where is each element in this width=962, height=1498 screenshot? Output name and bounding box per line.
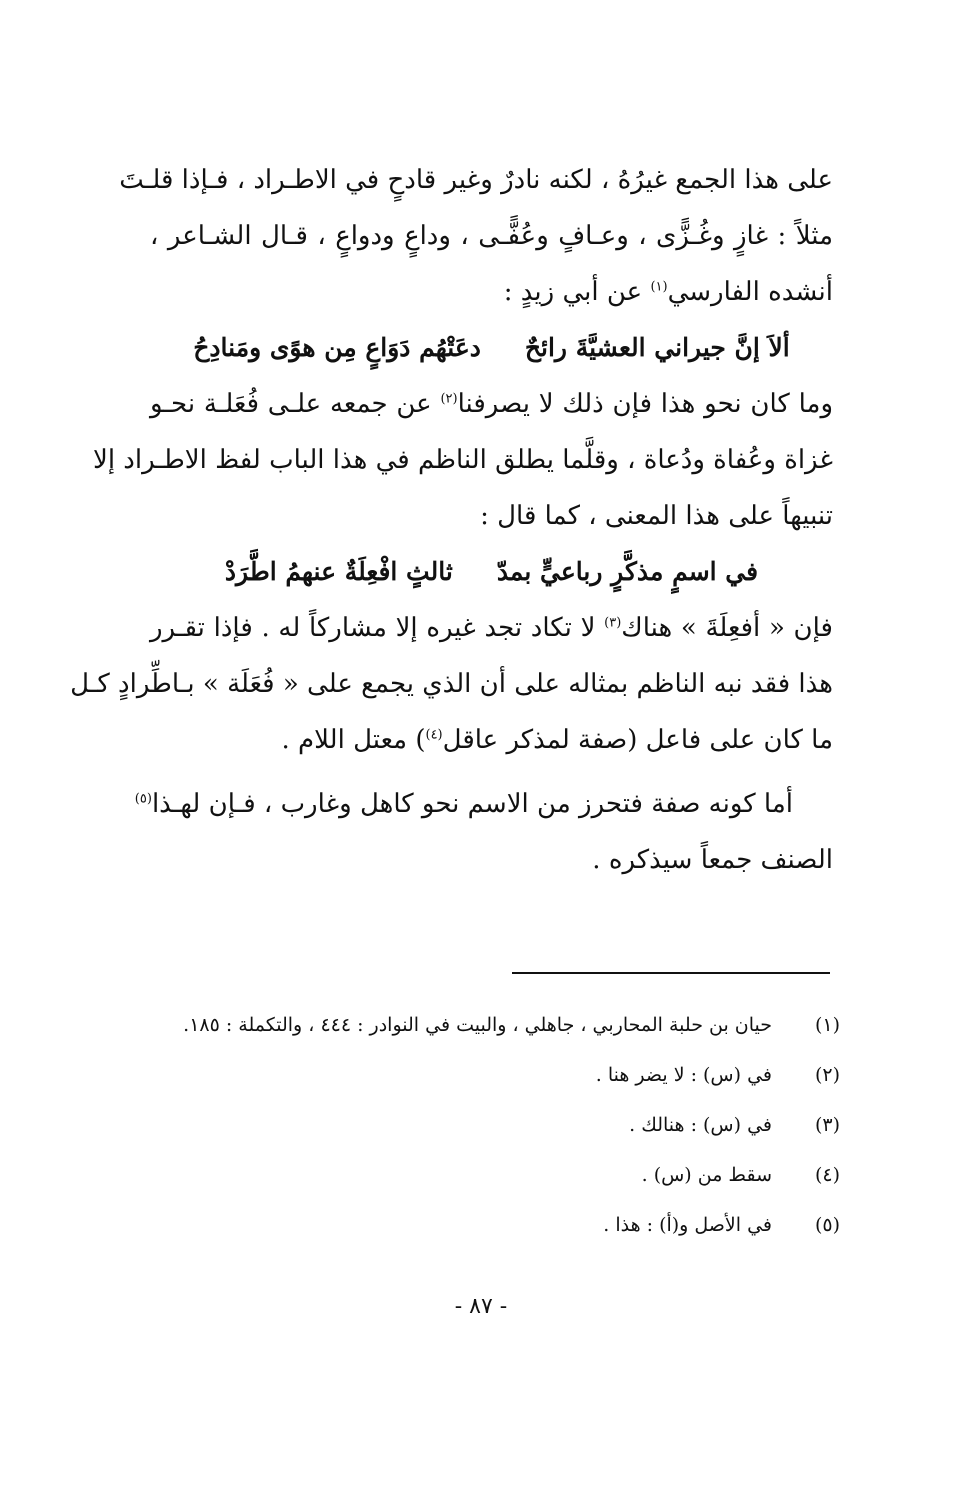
text-line: مثلاً : غازٍ وغُـزًّى ، وعـافٍ وعُفًّـى ، وداعٍ ودواعٍ ، قـال الشـاعر ، [150, 221, 833, 251]
text-segment: أنشده الفارسي [667, 277, 833, 307]
text-segment: ما كان على فاعل (صفة لمذكر عاقل [442, 725, 833, 755]
footnote-text: في (س) : هنالك . [629, 1114, 772, 1136]
verse-second-hemistich: دعَتْهُم دَوَاعٍ مِن هوًى ومَنادِحُ [193, 333, 481, 362]
footnote-text: في (س) : لا يضر هنا . [595, 1064, 772, 1086]
text-line [134, 776, 833, 832]
footnote-ref: (٤) [425, 727, 443, 743]
footnote-number: (٥) [814, 1214, 840, 1236]
text-line: هذا فقد نبه الناظم بمثاله على أن الذي يجمع على « فُعَلَة » بـاطِّرادٍ كـل [70, 669, 833, 699]
verse-second-hemistich: ثالثٍ افْعِلَةٌ عنهمُ اطَّرَدْ [224, 557, 453, 586]
footnote-ref: (٢) [440, 391, 458, 407]
footnote [140, 1100, 840, 1150]
text-line: تنبيهاً على هذا المعنى ، كما قال : [480, 501, 833, 531]
main-text [70, 152, 833, 888]
footnote [140, 1050, 840, 1100]
footnote-number: (١) [814, 1014, 840, 1036]
footnote [140, 1000, 840, 1050]
text-line: غزاة وعُفاة ودُعاة ، وقلَّما يطلق الناظم في هذا الباب لفظ الاطـراد إلا [92, 445, 833, 475]
footnote-separator [512, 972, 830, 974]
text-segment: ) معتل اللام . [281, 725, 426, 755]
footnote [140, 1150, 840, 1200]
text-line: على هذا الجمع غيرُهُ ، لكنه نادرٌ وغير قادحٍ في الاطـراد ، فـإذا قلـتَ [119, 165, 833, 195]
paragraph-gap [150, 768, 833, 776]
footnote-text: سقط من (س) . [641, 1164, 772, 1186]
text-segment: أما كونه صفة فتحرز من الاسم نحو كاهل وغارب ، فـإن لهـذا [151, 789, 793, 819]
text-segment: عن جمعه علـى فُعَلـة نحـو [150, 389, 441, 419]
footnote [140, 1200, 840, 1250]
text-segment: عن أبي زيدٍ : [503, 277, 651, 307]
footnote-text: حيان بن حلبة المحاربي ، جاهلي ، والبيت في النوادر : ٤٤٤ ، والتكملة : ١٨٥. [183, 1014, 772, 1036]
footnote-ref: (٣) [604, 615, 622, 631]
footnote-number: (٣) [814, 1114, 840, 1136]
text-segment: فإن « أفعِلَةَ » هناك [621, 613, 833, 643]
verse-first-hemistich: في اسمٍ مذكَّرٍ رباعيٍّ بمدّ [496, 557, 759, 586]
page-number: - ٨٧ - [454, 1294, 508, 1319]
text-line [150, 376, 833, 432]
footnote-number: (٢) [814, 1064, 840, 1086]
verse-first-hemistich: ألاَ إنَّ جيراني العشيَّةَ رائحٌ [524, 333, 790, 362]
text-line [150, 600, 833, 656]
text-segment: لا تكاد تجد غيره إلا مشاركاً له . فإذا تقـرر [150, 613, 605, 643]
footnote-number: (٤) [814, 1164, 840, 1186]
footnote-ref: (١) [650, 279, 668, 295]
footnote-text: في الأصل و(أ) : هذا . [603, 1214, 772, 1236]
text-line: الصنف جمعاً سيذكره . [592, 845, 833, 875]
text-line [150, 264, 833, 320]
footnotes [140, 1000, 840, 1250]
verse-line [150, 544, 833, 600]
text-segment: وما كان نحو هذا فإن ذلك لا يصرفنا [457, 389, 833, 419]
verse-line [150, 320, 833, 376]
footnote-ref: (٥) [134, 791, 152, 807]
text-line [150, 712, 833, 768]
